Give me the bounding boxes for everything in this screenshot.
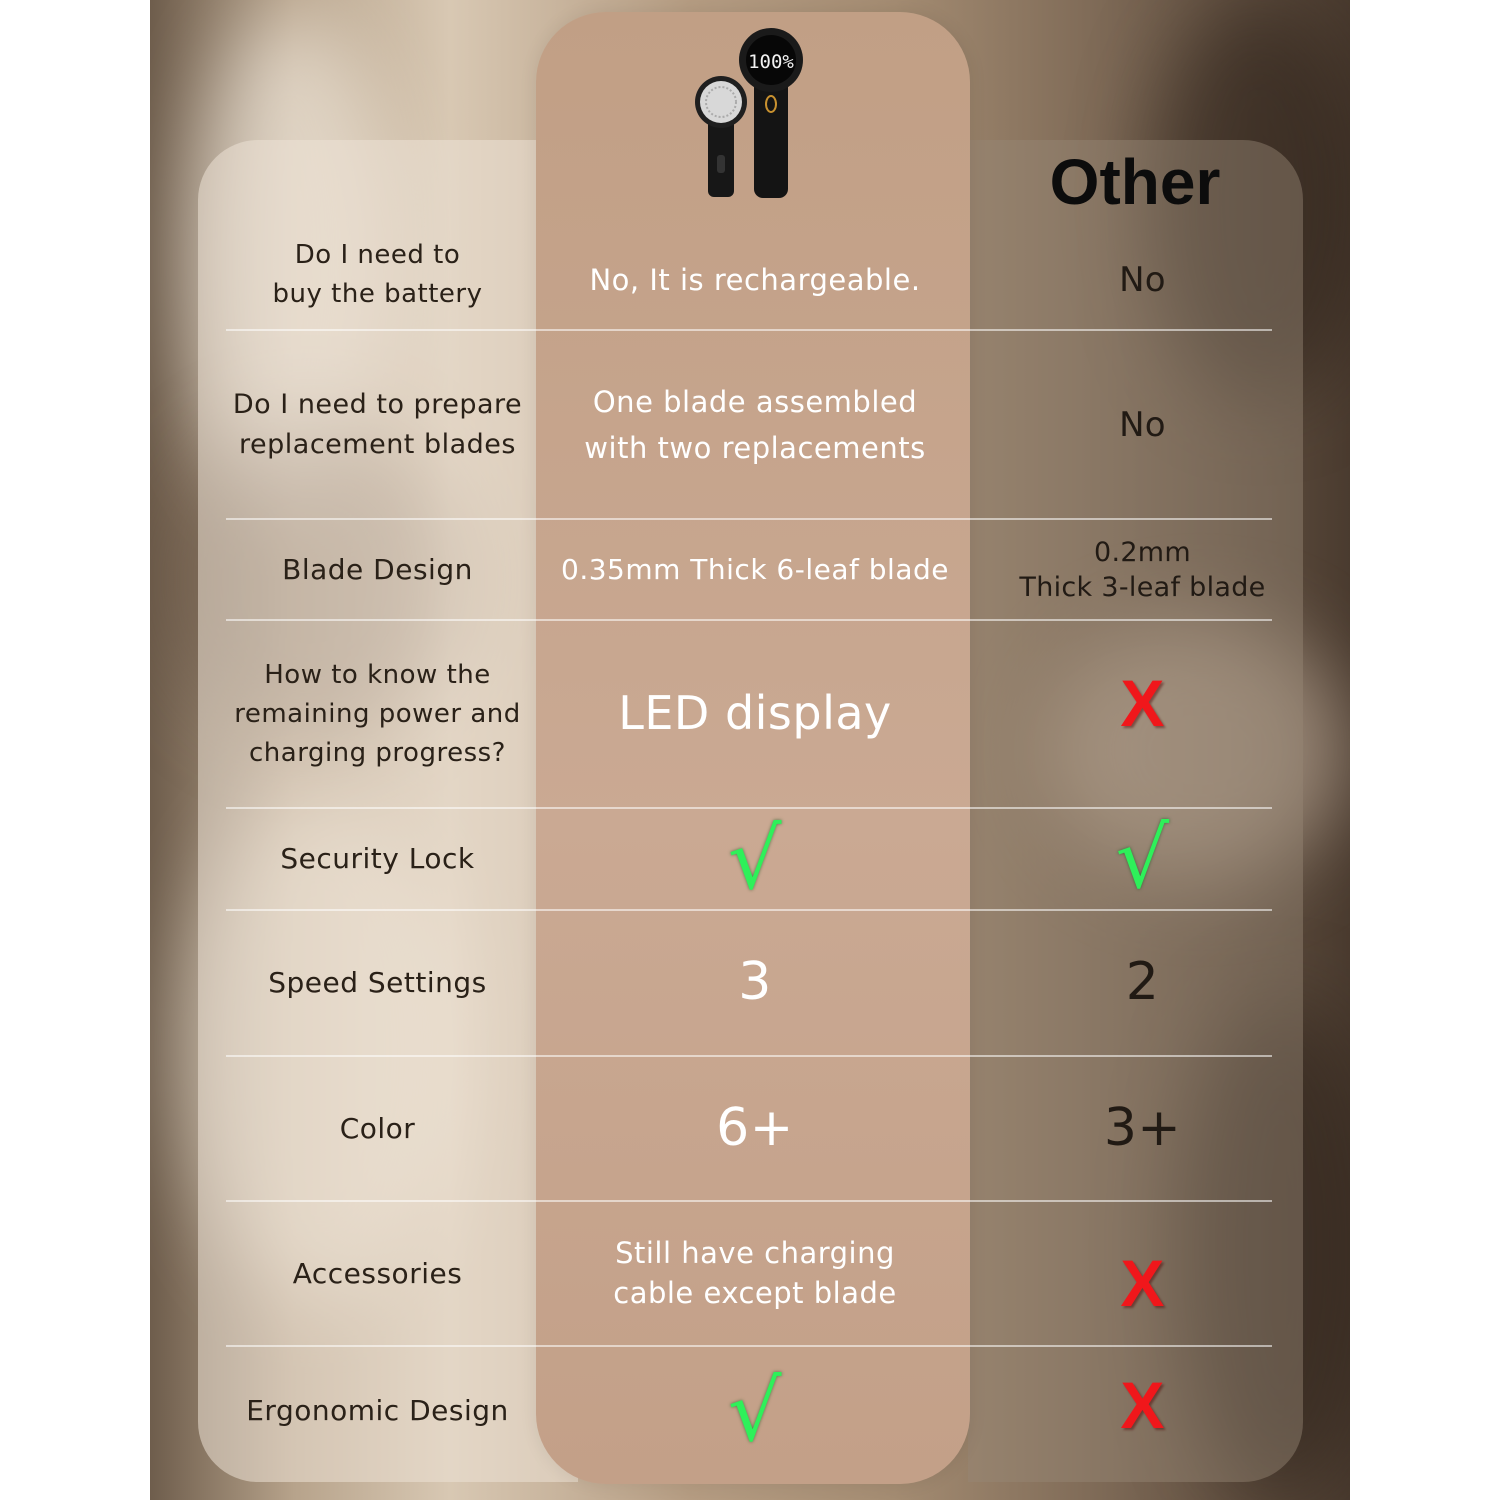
question-blade-design: Blade Design <box>282 553 473 586</box>
led-display-readout: 100% <box>748 51 794 73</box>
check-mark-icon: √ <box>727 1361 783 1460</box>
other-column-title: Other <box>1049 146 1221 218</box>
lint-remover-product-icon <box>690 20 820 200</box>
question-color: Color <box>339 1111 416 1145</box>
question-speed-settings: Speed Settings <box>268 966 487 999</box>
question-battery: Do I need to buy the battery <box>272 240 483 309</box>
other-answer-power-indicator <box>975 610 1310 798</box>
cross-mark-icon: X <box>1120 1368 1165 1443</box>
question-power-indicator: How to know the remaining power and charging progress? <box>234 659 521 768</box>
cross-mark-icon: X <box>1120 1245 1165 1320</box>
product-answer-ergonomic-design <box>545 1346 965 1476</box>
other-answer-security-lock <box>975 808 1310 910</box>
other-answer-color: 3+ <box>1103 1097 1182 1158</box>
product-answer-battery: No, It is rechargeable. <box>589 262 921 297</box>
other-answer-battery: No <box>1119 259 1166 300</box>
product-answer-accessories: Still have charging cable except blade <box>613 1236 897 1310</box>
other-answer-speed-settings: 2 <box>1125 952 1160 1013</box>
other-answer-ergonomic-design <box>975 1346 1310 1466</box>
question-ergonomic-design: Ergonomic Design <box>246 1394 509 1427</box>
check-mark-icon: √ <box>1115 809 1170 908</box>
product-answer-security-lock <box>545 808 965 910</box>
product-answer-speed-settings: 3 <box>738 952 772 1013</box>
question-blades: Do I need to prepare replacement blades <box>232 388 523 460</box>
product-answer-blades: One blade assembled with two replacements <box>584 384 926 465</box>
other-answer-blades: No <box>1119 404 1166 445</box>
product-answer-blade-design: 0.35mm Thick 6-leaf blade <box>561 552 949 586</box>
question-security-lock: Security Lock <box>280 842 475 875</box>
product-answer-power-indicator: LED display <box>618 686 892 741</box>
product-answer-color: 6+ <box>716 1097 794 1158</box>
question-accessories: Accessories <box>292 1256 463 1290</box>
cross-mark-icon: X <box>1120 666 1165 741</box>
other-answer-accessories <box>975 1211 1310 1356</box>
other-answer-blade-design: 0.2mm Thick 3-leaf blade <box>1019 536 1266 603</box>
check-mark-icon: √ <box>727 809 783 908</box>
